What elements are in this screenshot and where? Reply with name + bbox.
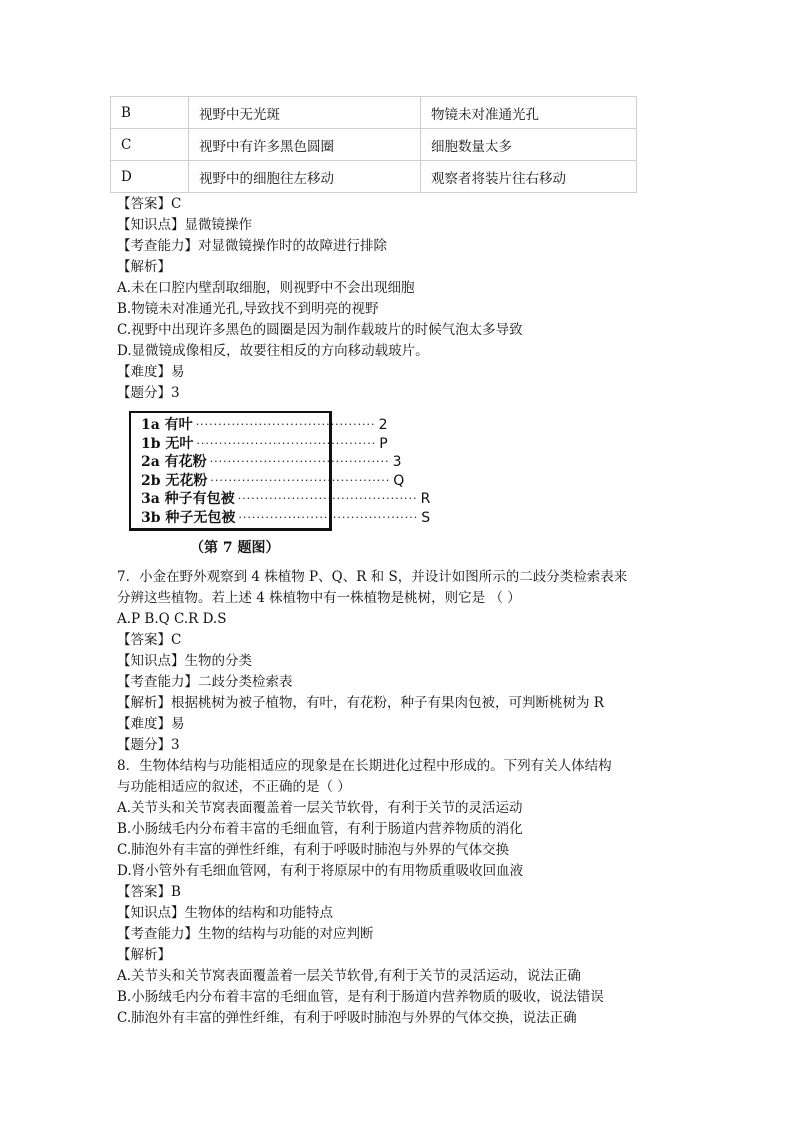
key-row	[141, 416, 388, 435]
text-line: 8．生物体结构与功能相适应的现象是在长期进化过程中形成的。下列有关人体结构	[117, 758, 612, 774]
text-line: C.肺泡外有丰富的弹性纤维，有利于呼吸时肺泡与外界的气体交换，说法正确	[117, 1010, 577, 1026]
leader-dots: ········································	[210, 473, 391, 487]
key-result: 3	[392, 454, 402, 471]
text-line: 【解析】根据桃树为被子植物，有叶，有花粉，种子有果肉包被，可判断桃树为 R	[117, 695, 604, 711]
key-result: P	[379, 435, 388, 452]
key-result: R	[420, 491, 431, 508]
text-line: A.P B.Q C.R D.S	[117, 611, 227, 627]
dichotomous-key-figure	[129, 411, 431, 531]
phenomenon-cell: 视野中无光斑	[189, 97, 421, 129]
option-letter-cell: D	[111, 161, 189, 193]
text-line: 【题分】3	[117, 737, 180, 753]
text-line: 【考查能力】生物的结构与功能的对应判断	[117, 926, 374, 942]
key-condition: 2b 无花粉	[141, 472, 208, 489]
key-condition: 3a 种子有包被	[141, 491, 235, 508]
key-condition: 1b 无叶	[141, 435, 194, 452]
cause-cell: 观察者将装片往右移动	[421, 161, 637, 193]
text-line: A.关节头和关节窝表面覆盖着一层关节软骨,有利于关节的灵活运动，说法正确	[117, 968, 581, 984]
key-row	[141, 453, 402, 472]
text-line: 【知识点】生物体的结构和功能特点	[117, 905, 333, 921]
text-line: 与功能相适应的叙述，不正确的是（ ）	[117, 779, 351, 795]
cause-cell: 物镜未对准通光孔	[421, 97, 637, 129]
text-line: 【解析】	[117, 947, 171, 963]
question-6-explanation	[117, 194, 757, 404]
questions-7-8	[117, 567, 757, 1029]
text-line: 【难度】易	[117, 716, 185, 732]
table-row	[111, 129, 637, 161]
key-condition: 3b 种子无包被	[141, 509, 236, 526]
key-row	[141, 472, 405, 491]
text-line: B.物镜未对准通光孔,导致找不到明亮的视野	[117, 301, 379, 317]
text-line: A.未在口腔内壁刮取细胞，则视野中不会出现细胞	[117, 280, 415, 296]
text-line: 【考查能力】二歧分类检索表	[117, 674, 293, 690]
leader-dots: ········································	[195, 418, 376, 431]
key-row	[141, 490, 431, 509]
answer-table	[110, 96, 637, 193]
text-line: D.显微镜成像相反，故要往相反的方向移动载玻片。	[117, 343, 429, 359]
text-line: 【答案】C	[117, 196, 182, 212]
text-line: 【题分】3	[117, 385, 180, 401]
table-row	[111, 161, 637, 193]
key-condition: 1a 有叶	[141, 417, 193, 433]
text-line: A.关节头和关节窝表面覆盖着一层关节软骨，有利于关节的灵活运动	[117, 800, 523, 816]
key-row	[141, 509, 431, 528]
phenomenon-cell: 视野中有许多黑色圆圈	[189, 129, 421, 161]
text-line: 【解析】	[117, 259, 171, 275]
key-condition: 2a 有花粉	[141, 454, 207, 471]
text-line: 【难度】易	[117, 364, 185, 380]
text-line: 【知识点】显微镜操作	[117, 217, 252, 233]
figure-caption: （第 7 题图）	[190, 540, 280, 556]
text-line: D.肾小管外有毛细血管网，有利于将原尿中的有用物质重吸收回血液	[117, 863, 524, 879]
option-letter-cell: B	[111, 97, 189, 129]
text-line: B.小肠绒毛内分布着丰富的毛细血管，是有利于肠道内营养物质的吸收，说法错误	[117, 989, 604, 1005]
text-line: B.小肠绒毛内分布着丰富的毛细血管，有利于肠道内营养物质的消化	[117, 821, 523, 837]
key-result: Q	[393, 472, 405, 489]
text-line: 分辨这些植物。若上述 4 株植物中有一株植物是桃树，则它是 （ ）	[117, 590, 521, 606]
text-line: 【考查能力】对显微镜操作时的故障进行排除	[117, 238, 387, 254]
key-result: 2	[378, 417, 388, 433]
key-row	[141, 435, 388, 454]
text-line: C.视野中出现许多黑色的圆圈是因为制作载玻片的时候气泡太多导致	[117, 322, 523, 338]
text-line: C.肺泡外有丰富的弹性纤维，有利于呼吸时肺泡与外界的气体交换	[117, 842, 510, 858]
text-line: 【答案】C	[117, 632, 182, 648]
cause-cell: 细胞数量太多	[421, 129, 637, 161]
key-result: S	[421, 509, 431, 526]
text-line: 7．小金在野外观察到 4 株植物 P、Q、R 和 S，并设计如图所示的二歧分类检索表来	[117, 569, 628, 585]
phenomenon-cell: 视野中的细胞往左移动	[189, 161, 421, 193]
text-line: 【知识点】生物的分类	[117, 653, 252, 669]
leader-dots: ········································	[237, 492, 418, 506]
leader-dots: ········································	[196, 436, 377, 450]
leader-dots: ········································	[209, 455, 390, 469]
option-letter-cell: C	[111, 129, 189, 161]
leader-dots: ········································	[238, 510, 419, 524]
table-row	[111, 97, 637, 129]
text-line: 【答案】B	[117, 884, 181, 900]
